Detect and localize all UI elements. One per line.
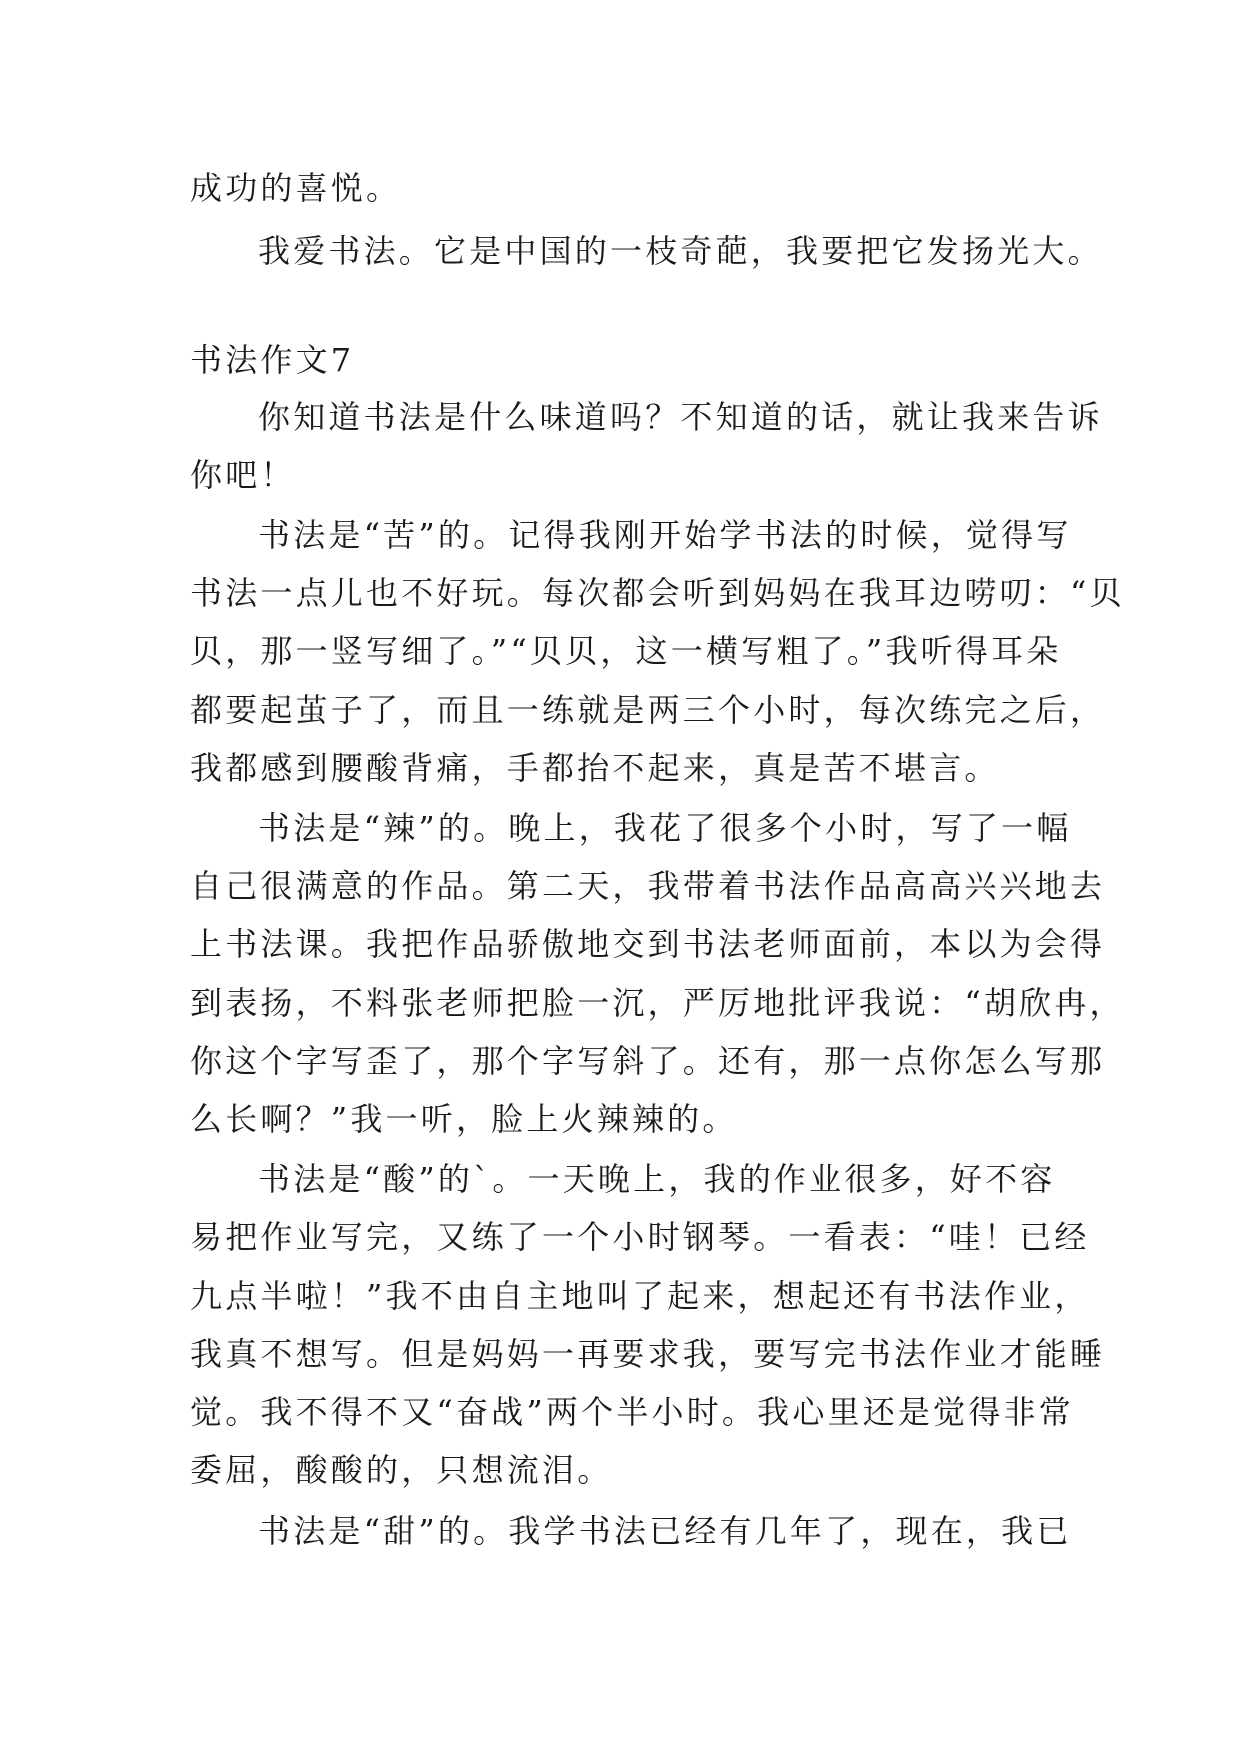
text-line: 到表扬，不料张老师把脸一沉，严厉地批评我说：“胡欣冉， [190, 984, 1125, 1022]
text-line: 成功的喜悦。 [190, 169, 402, 207]
text-line: 我真不想写。但是妈妈一再要求我，要写完书法作业才能睡 [190, 1335, 1106, 1373]
text-line: 你吧！ [190, 456, 296, 494]
text-line: 你这个字写歪了，那个字写斜了。还有，那一点你怎么写那 [190, 1042, 1106, 1080]
section-title: 书法作文7 [190, 341, 355, 379]
text-line: 觉。我不得不又“奋战”两个半小时。我心里还是觉得非常 [190, 1393, 1074, 1431]
text-line: 都要起茧子了，而且一练就是两三个小时，每次练完之后， [190, 691, 1106, 729]
text-line: 书法是“酸”的`。一天晚上，我的作业很多，好不容 [258, 1160, 1056, 1198]
text-line: 委屈，酸酸的，只想流泪。 [190, 1451, 613, 1489]
text-line: 上书法课。我把作品骄傲地交到书法老师面前，本以为会得 [190, 925, 1106, 963]
text-line: 贝，那一竖写细了。”“贝贝，这一横写粗了。”我听得耳朵 [190, 632, 1062, 670]
text-line: 我爱书法。它是中国的一枝奇葩，我要把它发扬光大。 [258, 232, 1103, 270]
text-line: 书法是“辣”的。晚上，我花了很多个小时，写了一幅 [258, 809, 1072, 847]
text-line: 易把作业写完，又练了一个小时钢琴。一看表：“哇！已经 [190, 1218, 1090, 1256]
text-line: 自己很满意的作品。第二天，我带着书法作品高高兴兴地去 [190, 867, 1106, 905]
text-line: 书法是“苦”的。记得我刚开始学书法的时候，觉得写 [258, 516, 1072, 554]
text-line: 我都感到腰酸背痛，手都抬不起来，真是苦不堪言。 [190, 749, 1000, 787]
text-line: 么长啊？”我一听，脸上火辣辣的。 [190, 1100, 738, 1138]
text-line: 九点半啦！”我不由自主地叫了起来，想起还有书法作业， [190, 1277, 1090, 1315]
text-line: 书法一点儿也不好玩。每次都会听到妈妈在我耳边唠叨：“贝 [190, 574, 1125, 612]
text-line: 书法是“甜”的。我学书法已经有几年了，现在，我已 [258, 1512, 1072, 1550]
text-line: 你知道书法是什么味道吗？不知道的话，就让我来告诉 [258, 398, 1103, 436]
